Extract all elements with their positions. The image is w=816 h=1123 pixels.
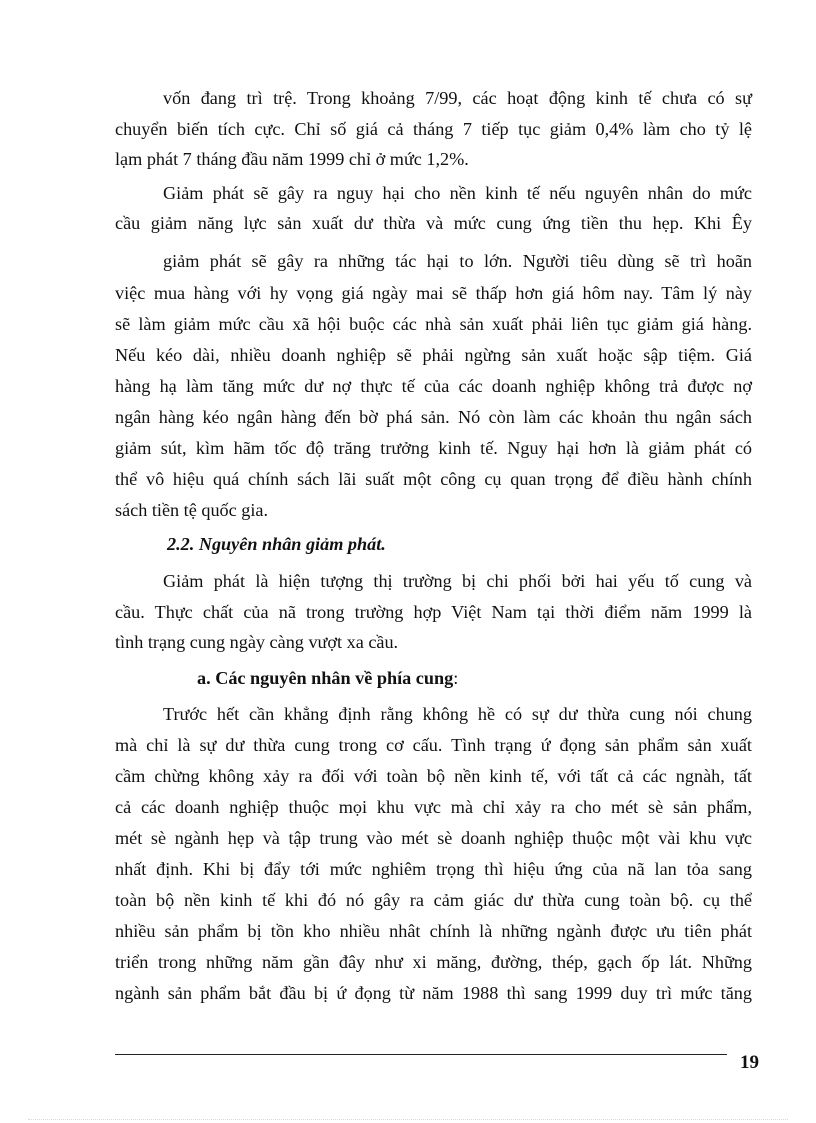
text-line: sẽ làm giảm mức cầu xã hội buộc các nhà sản xuất phải liên tục giảm giá hàng. [115,314,752,334]
text-line: giảm sút, kìm hãm tốc độ trăng trưởng kinh tế. Nguy hại hơn là giảm phát có [115,438,752,458]
text-line: cầu giảm năng lực sản xuất dư thừa và mức cung ứng tiền thu hẹp. Khi Êy [115,213,752,233]
text-line: lạm phát 7 tháng đầu năm 1999 chỉ ở mức 1,2%. [115,149,469,169]
page-number: 19 [740,1052,759,1073]
footer-rule [115,1054,727,1055]
text-line: giảm phát sẽ gây ra những tác hại to lớn. Người tiêu dùng sẽ trì hoãn [163,251,752,271]
text-line: mà chỉ là sự dư thừa cung trong cơ cấu. Tình trạng ứ đọng sản phẩm sản xuất [115,735,752,755]
text-line: nhất định. Khi bị đẩy tới mức nghiêm trọng thì hiệu ứng của nã lan tỏa sang [115,859,752,879]
subsection-heading-colon: : [453,668,459,688]
text-line: ngân hàng kéo ngân hàng đến bờ phá sản. Nó còn làm các khoản thu ngân sách [115,407,752,427]
section-heading: 2.2. Nguyên nhân giảm phát. [167,534,386,554]
text-line: vốn đang trì trệ. Trong khoảng 7/99, các hoạt động kinh tế chưa có sự [163,88,752,108]
text-line: hàng hạ làm tăng mức dư nợ thực tế của các doanh nghiệp không trả được nợ [115,376,752,396]
text-line: chuyển biến tích cực. Chỉ số giá cả tháng 7 tiếp tục giảm 0,4% làm cho tỷ lệ [115,119,752,139]
subsection-heading [197,667,458,689]
subsection-heading-text: a. Các nguyên nhân về phía cung [197,668,454,688]
text-line: toàn bộ nền kinh tế khi đó nó gây ra cảm giác dư thừa cung toàn bộ. cụ thể [115,890,752,910]
text-line: việc mua hàng với hy vọng giá ngày mai sẽ thấp hơn giá hôm nay. Tâm lý này [115,283,752,303]
text-line: tình trạng cung ngày càng vượt xa cầu. [115,632,399,652]
text-line: triển trong những năm gần đây như xi măng, đường, thép, gạch ốp lát. Những [115,952,752,972]
text-line: thể vô hiệu quá chính sách lãi suất một công cụ quan trọng để điều hành chính [115,469,752,489]
text-line: Giảm phát là hiện tượng thị trường bị chi phối bởi hai yếu tố cung và [163,571,752,591]
text-line: Trước hết cần khẳng định rằng không hề có sự dư thừa cung nói chung [163,704,752,724]
text-line: cầu. Thực chất của nã trong trường hợp Việt Nam tại thời điểm năm 1999 là [115,602,752,622]
text-line: Giảm phát sẽ gây ra nguy hại cho nền kinh tế nếu nguyên nhân do mức [163,183,752,203]
text-line: mét sè ngành hẹp và tập trung vào mét sè doanh nghiệp thuộc một vài khu vực [115,828,752,848]
text-line: cả các doanh nghiệp thuộc mọi khu vực mà chỉ xảy ra cho mét sè sản phẩm, [115,797,752,817]
text-line: nhiều sản phẩm bị tồn kho nhiều nhât chính là những ngành được ưu tiên phát [115,921,752,941]
page-edge-divider [28,1119,788,1120]
text-line: sách tiền tệ quốc gia. [115,500,269,520]
text-line: cầm chừng không xảy ra đối với toàn bộ nền kinh tế, với tất cả các ngnàh, tất [115,766,752,786]
text-line: Nếu kéo dài, nhiều doanh nghiệp sẽ phải ngừng sản xuất hoặc sập tiệm. Giá [115,345,752,365]
text-line: ngành sản phẩm bắt đầu bị ứ đọng từ năm 1988 thì sang 1999 duy trì mức tăng [115,983,752,1003]
